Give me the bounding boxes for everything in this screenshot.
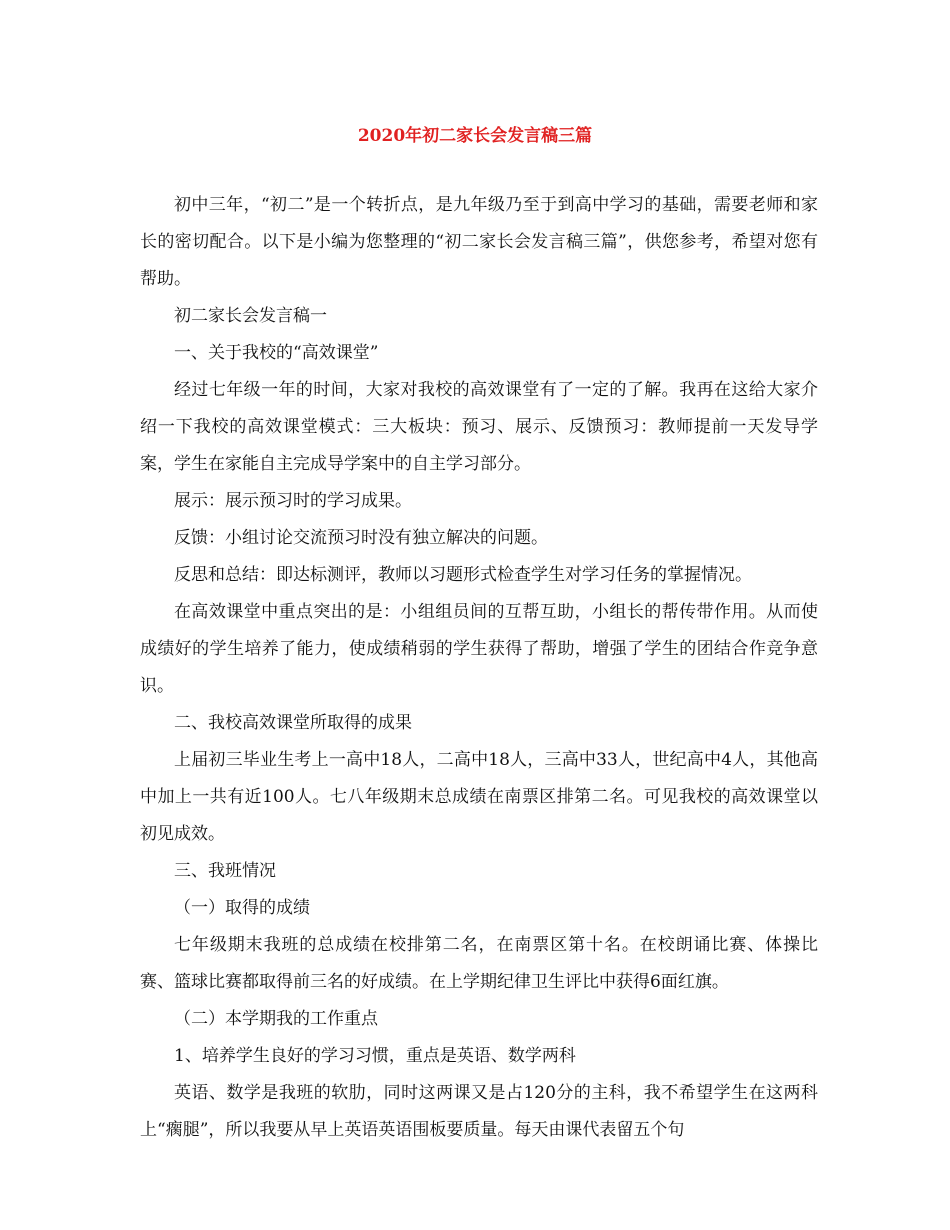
heading-class-situation: 三、我班情况 <box>174 861 276 881</box>
paragraph-achievements: 七年级期末我班的总成绩在校排第二名，在南票区第十名。在校朗诵比赛、体操比赛、篮球比赛都取得前三名的好成绩。在上学期纪律卫生评比中获得6面红旗。 <box>140 935 818 992</box>
heading-efficient-classroom: 一、关于我校的“高效课堂” <box>174 343 379 363</box>
heading-results: 二、我校高效课堂所取得的成果 <box>174 713 412 733</box>
paragraph-reflection: 反思和总结：即达标测评，教师以习题形式检查学生对学习任务的掌握情况。 <box>174 565 752 585</box>
paragraph-showcase: 展示：展示预习时的学习成果。 <box>174 491 412 511</box>
paragraph-english-math: 英语、数学是我班的软肋，同时这两课又是占120分的主科，我不希望学生在这两科上“瘸腿”，所以我要从早上英语英语围板要质量。每天由课代表留五个句 <box>140 1083 818 1140</box>
item-study-habits: 1、培养学生良好的学习习惯，重点是英语、数学两科 <box>174 1046 576 1066</box>
intro-paragraph: 初中三年，“初二”是一个转折点，是九年级乃至于到高中学习的基础，需要老师和家长的密切配合。以下是小编为您整理的“初二家长会发言稿三篇”，供您参考，希望对您有帮助。 <box>140 195 818 289</box>
paragraph-graduation-results: 上届初三毕业生考上一高中18人，二高中18人，三高中33人，世纪高中4人，其他高中加上一共有近100人。七八年级期末总成绩在南票区排第二名。可见我校的高效课堂以初见成效。 <box>140 750 818 844</box>
document-body <box>140 187 818 1149</box>
section-heading-speech-one: 初二家长会发言稿一 <box>174 306 327 326</box>
paragraph-group-help: 在高效课堂中重点突出的是：小组组员间的互帮互助，小组长的帮传带作用。从而使成绩好的学生培养了能力，使成绩稍弱的学生获得了帮助，增强了学生的团结合作竞争意识。 <box>140 602 818 696</box>
paragraph-classroom-model: 经过七年级一年的时间，大家对我校的高效课堂有了一定的了解。我再在这给大家介绍一下我校的高效课堂模式：三大板块：预习、展示、反馈预习：教师提前一天发导学案，学生在家能自主完成导学案中的自主学习部分。 <box>140 380 818 474</box>
document-title: 2020年初二家长会发言稿三篇 <box>357 126 593 146</box>
paragraph-feedback: 反馈：小组讨论交流预习时没有独立解决的问题。 <box>174 528 548 548</box>
subheading-achievements: （一）取得的成绩 <box>174 898 310 918</box>
subheading-work-focus: （二）本学期我的工作重点 <box>174 1009 378 1029</box>
